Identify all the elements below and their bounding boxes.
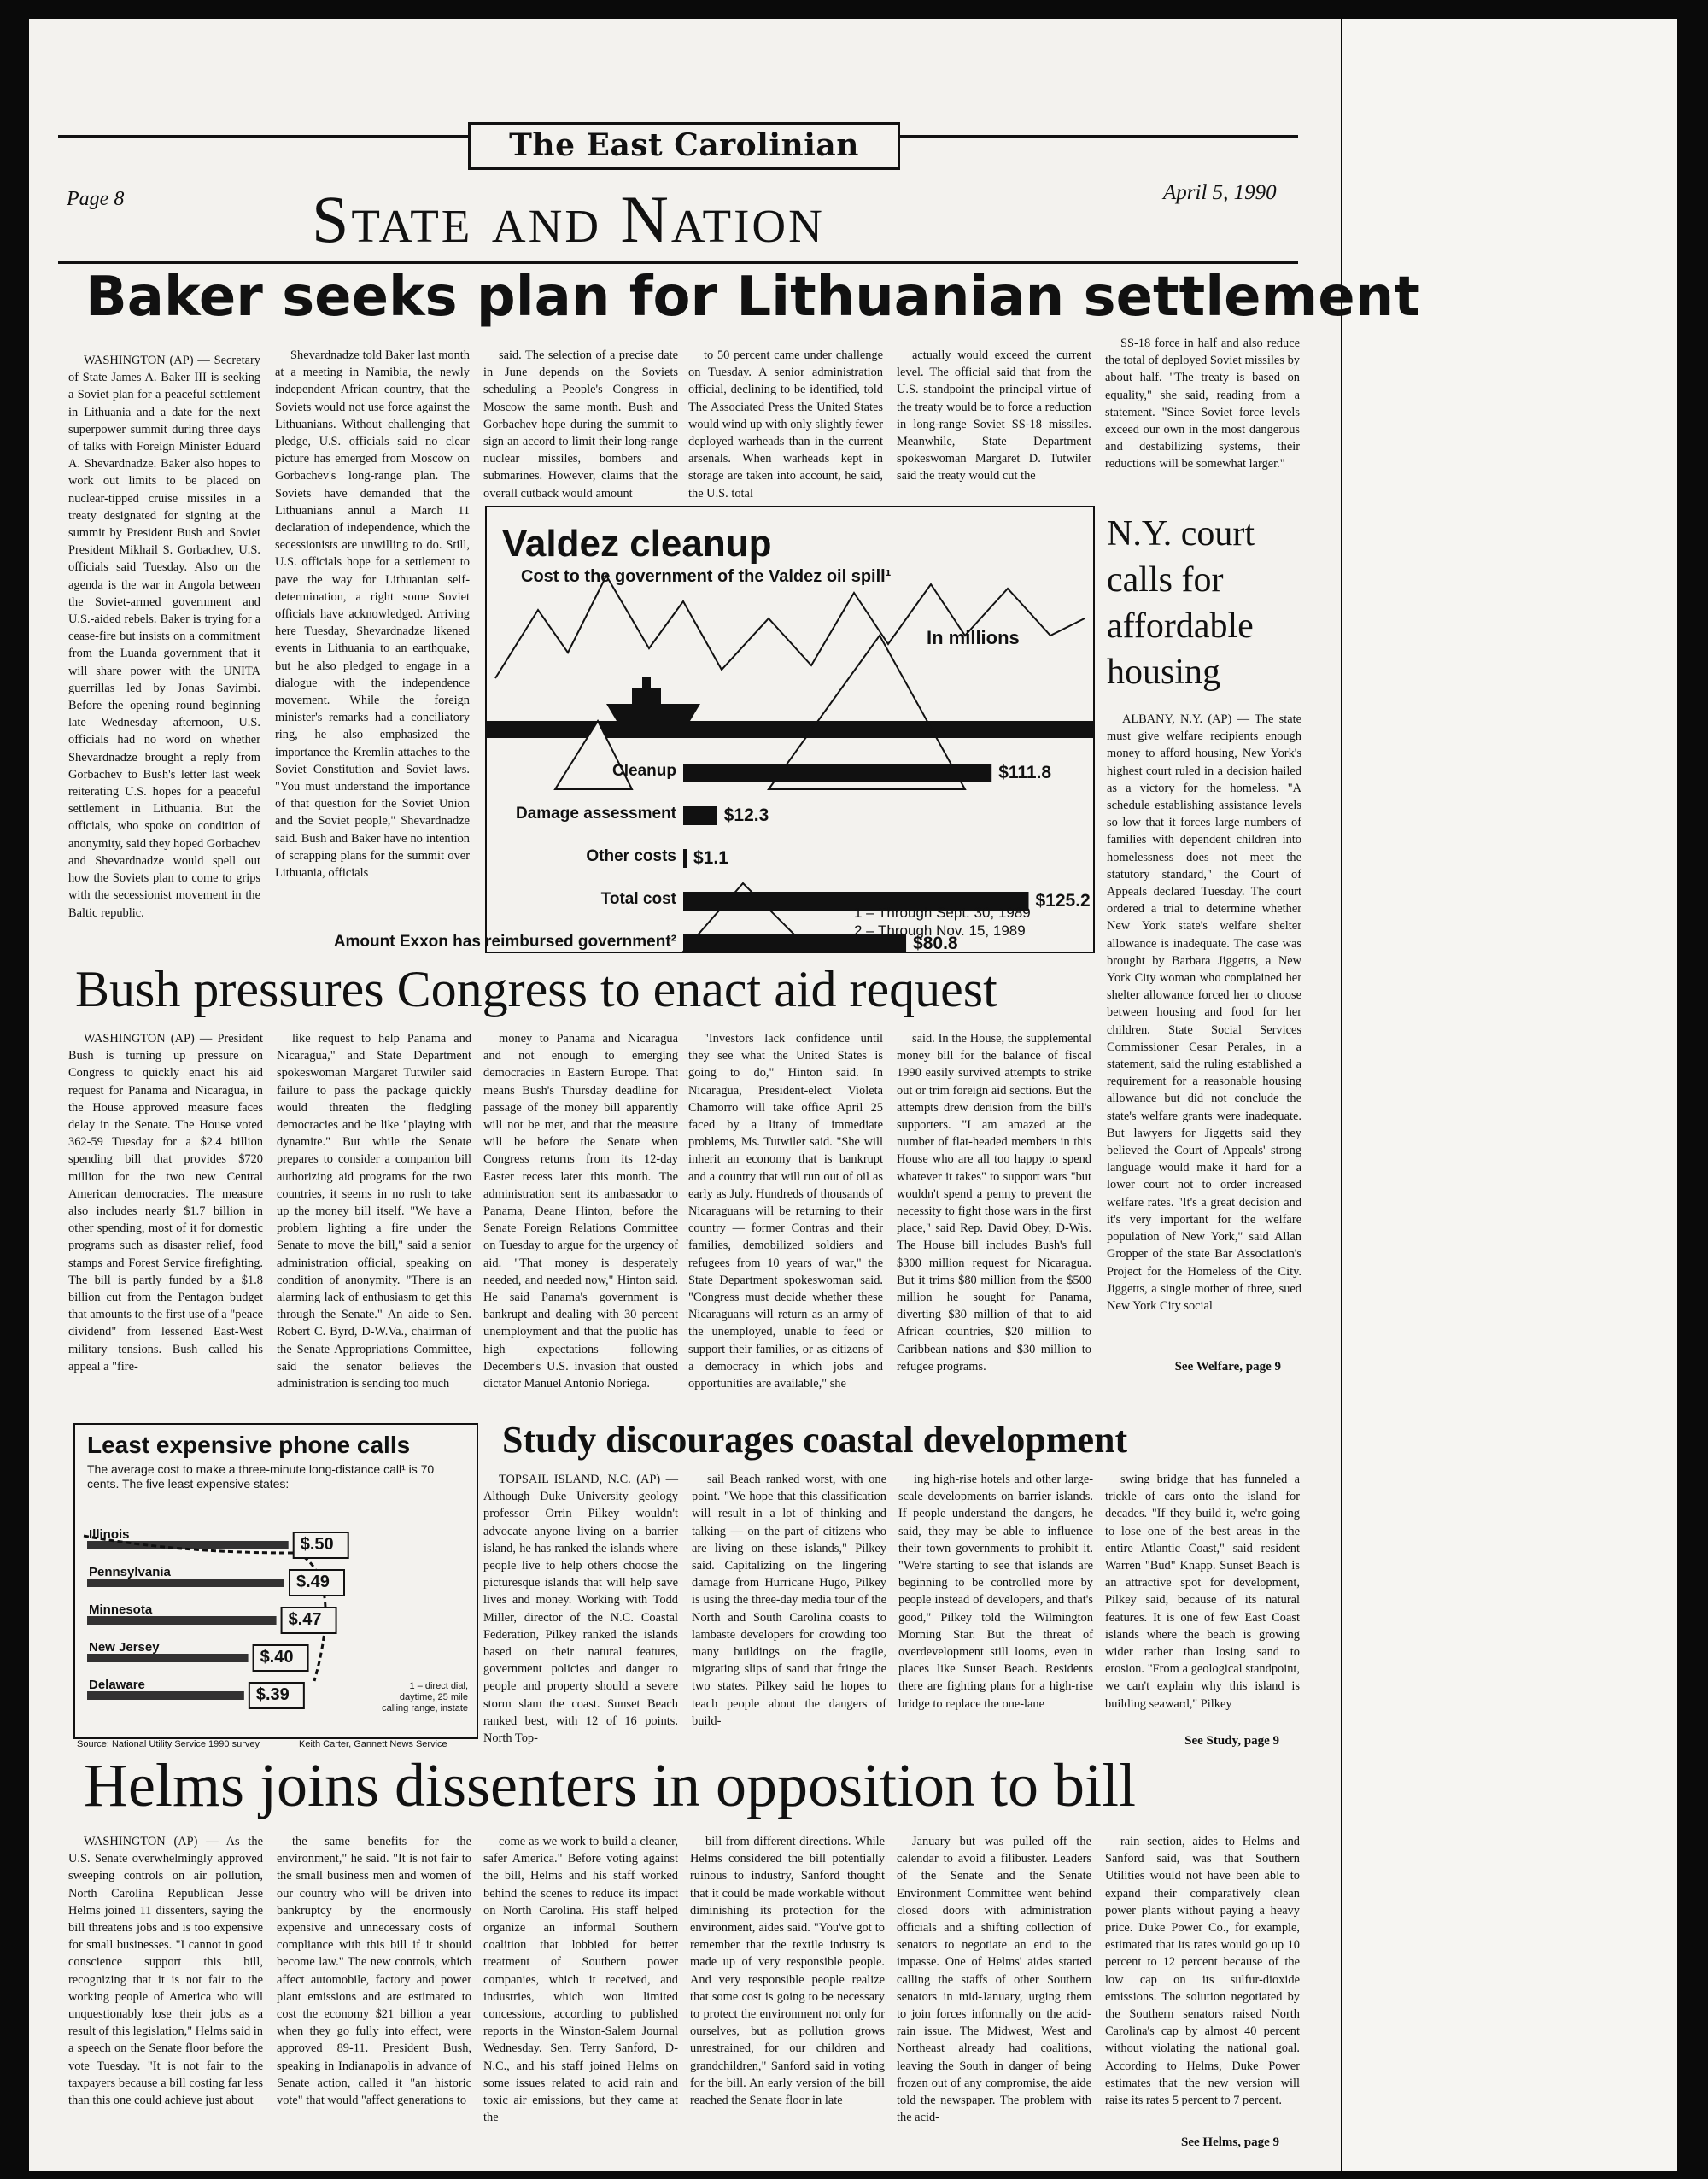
story-text: bill from different directions. While Helms considered the bill potentially ruinous to industry, Sanford thought that it could be made workable without diminishing its protection for the environment, aides said. "You've got to remember that the textile industry is made up of very responsible people. And very responsible people realize that some cost is going to be necessary to protect the environment not only for ourselves, but as pollution grows unrestrained, for our children and grandchildren," Sanford said in voting for the bill. An early version of the bill reached the Senate floor in late xyxy=(690,1835,885,2108)
valdez-category-label: Total cost xyxy=(600,890,676,908)
coastal-column-2 xyxy=(692,1471,886,1753)
valdez-footnote-2: 2 – Through Nov. 15, 1989 xyxy=(854,923,1026,939)
baker-column-5 xyxy=(897,347,1091,502)
valdez-value-label: $1.1 xyxy=(693,848,728,868)
phone-credit: Keith Carter, Gannett News Service xyxy=(299,1739,447,1749)
valdez-value-label: $12.3 xyxy=(723,805,769,825)
next-page-edge xyxy=(1342,19,1677,2171)
story-text: TOPSAIL ISLAND, N.C. (AP) — Although Duke University geology professor Orrin Pilkey wouldn't advocate anyone living on a barrier island, he has ranked the islands where people live to help others choose the picturesque islands that will help save lives and money. Working with Todd Miller, director of the N.C. Coastal Federation, Pilkey ranked the islands based on their natural features, government policies and danger to people and property should a severe storm slam the coast. Sunset Beach ranked best, with 12 of 16 points. North Top- xyxy=(483,1473,678,1746)
bush-headline: Bush pressures Congress to enact aid request xyxy=(75,961,997,1017)
story-text: actually would exceed the current level. The official said that from the U.S. standpoint the principal virtue of the treaty would be to force a reduction in long-range Soviet SS-18 missiles. Meanwhile, State Department spokeswoman Margaret D. Tutwiler said the treaty would cut the xyxy=(897,349,1091,483)
phone-note: 1 – direct dial, daytime, 25 mile calling range, instate xyxy=(382,1681,468,1713)
baker-column-4 xyxy=(688,347,883,502)
story-text: come as we work to build a cleaner, safer America." Before voting against the bill, Helms and his staff worked behind the scenes to reduce its impact on North Carolina. His staff helped organize an informal Southern coalition that lobbied for better treatment of Southern power companies, which it received, and industries, which won limited concessions, according to published reports in the Winston-Salem Journal Wednesday. Sen. Terry Sanford, D-N.C., and his staff joined Helms on some issues related to acid rain and toxic air emissions, but they came at the xyxy=(483,1835,678,2125)
valdez-bar xyxy=(683,764,991,782)
phone-state-label: Illinois xyxy=(89,1527,130,1542)
story-text: swing bridge that has funneled a trickle of cars onto the island for decades. "If they build it, we're going to lose one of the best areas in the entire Atlantic Coast," said resident Warren "Bud" Knapp. Sunset Beach is an attractive spot for development, Pilkey said, because of its natural features. It is one of few East Coast islands where the beach is growing wider rather than losing sand to erosion. "From a geological standpoint, we can't explain why this island is building seaward," Pilkey xyxy=(1105,1473,1300,1711)
valdez-category-label: Damage assessment xyxy=(516,805,676,823)
section-rule xyxy=(58,261,1298,264)
valdez-bar xyxy=(683,806,717,825)
phone-bar xyxy=(87,1654,249,1662)
phone-price-label: $.40 xyxy=(260,1648,294,1666)
valdez-graphic xyxy=(333,506,1095,953)
court-jump-line: See Welfare, page 9 xyxy=(1174,1360,1281,1374)
story-text: the same benefits for the environment," he said. "It is not fair to the small business men and women of our country who will be driven into bankruptcy by the enormously expensive and unnecessary costs of compliance with this bill if it should become law." The new controls, which affect automobile, factory and power plant emissions and are estimated to cost the economy $21 billion a year when they go fully into effect, were approved 89-11. President Bush, speaking in Indianapolis in advance of Senate action, called it "an historic vote" that would "affect generations to xyxy=(277,1835,471,2108)
phone-state-label: Minnesota xyxy=(89,1602,153,1617)
valdez-value-label: $125.2 xyxy=(1035,891,1091,911)
valdez-unit: In millions xyxy=(927,627,1020,648)
valdez-category-label: Amount Exxon has reimbursed government² xyxy=(333,933,676,951)
phone-state-label: Delaware xyxy=(89,1678,145,1692)
phone-bar xyxy=(87,1691,244,1700)
bush-column-3 xyxy=(483,1030,678,1421)
story-text: like request to help Panama and Nicaragua," and State Department spokeswoman Margaret Tutwiler said failure to pass the package quickly would threaten the fledgling democracies and be like "playing with dynamite." But while the Senate prepares to consider a companion bill authorizing aid programs for the two countries, it seems in no rush to take up the money bill itself. "We have a problem lighting a fire under the Senate to move the bill," said a senior administration official, speaking on condition of anonymity. "There is an alarming lack of enthusiasm to get this through the Senate." An aide to Sen. Robert C. Byrd, D-W.Va., chairman of the Senate Appropriations Committee, said the senator believes the administration is sending too much xyxy=(277,1032,471,1391)
coastal-headline: Study discourages coastal development xyxy=(502,1419,1128,1461)
story-text: SS-18 force in half and also reduce the total of deployed Soviet missiles by about half. "The treaty is based on equality," she said, reading from a statement. "Since Soviet force levels exceed our own in the most dangerous and destabilizing systems, their reductions will be somewhat larger." xyxy=(1105,337,1300,472)
story-text: ing high-rise hotels and other large-scale developments on barrier islands. If people understand the dangers, he said, they may be able to influence their town governments to prohibit it. "We're starting to see that islands are beginning to be controlled more by people instead of developers, and that's good," Pilkey told the Wilmington Morning Star. But the threat of overdevelopment still looms, even in places like Sunset Beach. Residents there are fighting plans for a high-rise bridge to replace the one-lane xyxy=(898,1473,1093,1711)
story-text: WASHINGTON (AP) — Secretary of State James A. Baker III is seeking a Soviet plan for a peaceful settlement in Lithuania and a date for the next superpower summit during three days of talks with Foreign Minister Eduard A. Shevardnadze. Baker also hopes to work out limits to be placed on nuclear-tipped cruise missiles in a treaty designated for signing at the summit by President Bush and Soviet President Mikhail S. Gorbachev, U.S. officials said Tuesday. Also on the agenda is the war in Angola between the Soviet-armed government and U.S.-aided rebels. Baker is trying for a cease-fire but insists on a commitment from the Luanda government that it will share power with the UNITA guerrillas led by Jonas Savimbi. Before the opening round beginning late Wednesday afternoon, U.S. officials had no word on whether Shevardnadze brought a reply from Gorbachev to Bush's letter last week reiterating U.S. hopes for a peaceful settlement in Lithuania. But the officials, who spoke on condition of anonymity, said they hoped Gorbachev and Shevardnadze would spell out how the Soviets plan to come to grips with the secessionist movement in the Baltic republic. xyxy=(68,354,260,920)
issue-date: April 5, 1990 xyxy=(1163,181,1277,204)
court-headline: N.Y. court calls for affordable housing xyxy=(1107,514,1255,692)
story-text: said. In the House, the supplemental money bill for the balance of fiscal 1990 easily survived attempts to strike out or trim foreign aid sections. But the attempts drew derision from the bill's supporters. "I am amazed at the number of flat-headed members in this House who are all too happy to spend whatever it takes" to support wars "but wouldn't spend a penny to prevent the necessity to fight those wars in the first place," said Rep. David Obey, D-Wis. The House bill includes Bush's full $300 million request for Nicaragua. But it trims $80 million from the $500 million he sought for Panama, diverting $30 million of that to aid African countries, $20 million to Caribbean nations and $30 million to refugee programs. xyxy=(897,1032,1091,1374)
masthead-flag: The East Carolinian xyxy=(468,122,900,170)
baker-column-6 xyxy=(1105,335,1300,499)
phone-intro: The average cost to make a three-minute long-distance call¹ is 70 cents. The five least expensive states: xyxy=(87,1462,435,1491)
phone-bar xyxy=(87,1616,277,1625)
phone-state-label: Pennsylvania xyxy=(89,1565,171,1579)
story-text: said. The selection of a precise date in June depends on the Soviets scheduling a People's Congress in Moscow the same month. Bush and Gorbachev hope during the summit to sign an accord to limit their long-range nuclear missiles, bombers and submarines. However, claims that the overall cutback would amount xyxy=(483,349,678,501)
story-text: Shevardnadze told Baker last month at a meeting in Namibia, the newly independent African country, that the Soviets would not use force against the Lithuanians. Without challenging that pledge, U.S. officials said no clear picture has emerged from Moscow on Gorbachev's long-range plan. The Soviets have demanded that the Lithuanians annul a March 11 declaration of independence, which the secessionists are unwilling to do. Still, U.S. officials hope for a settlement to pave the way for Lithuanian self-determination, a right some Soviet officials have acknowledged. Arriving here Tuesday, Shevardnadze likened events in Lithuania to an earthquake, but he also pledged to engage in a dialogue with the independence movement. While the foreign minister's remarks had a conciliatory ring, he also emphasized the importance the Kremlin attaches to the Soviet Constitution and Soviet laws. "You must understand the importance of that question for the Soviet Union and the Soviet people," Shevardnadze said. Bush and Baker have no intention of scrapping plans for the summit over Lithuania, officials xyxy=(275,349,470,881)
water-band xyxy=(487,721,1093,738)
helms-column-2 xyxy=(277,1833,471,2154)
story-text: "Investors lack confidence until they see what the United States is going to do," Hinton said. In Nicaragua, President-elect Violeta Chamorro will take office April 25 faced by a litany of immediate problems, Ms. Tutwiler said. "She will inherit an economy that is bankrupt and a country that will run out of oil as early as July. Hundreds of thousands of Nicaraguans will be returning to their country — former Contras and their families, demobilized soldiers and refugees from 10 years of war," the State Department spokeswoman said. "Congress must decide whether these Nicaraguans will return as an army of the unemployed, unable to feed or support their families, or as citizens of a democracy in which jobs and opportunities are available," she xyxy=(688,1032,883,1391)
phone-bar xyxy=(87,1541,289,1549)
helms-column-1 xyxy=(68,1833,263,2154)
valdez-value-label: $80.8 xyxy=(913,934,958,953)
valdez-title: Valdez cleanup xyxy=(502,523,772,565)
story-text: WASHINGTON (AP) — President Bush is turning up pressure on Congress to quickly enact his aid request for Panama and Nicaragua, in the House approved measure faces delay in the Senate. The House voted 362-59 Tuesday for a $2.4 billion spending bill that provides $720 million for the two new Central American democracies. The measure also includes nearly $1.7 billion in other spending, most of it for domestic programs such as disaster relief, food stamps and Forest Service firefighting. The bill is partly funded by a $1.8 billion cut from the Pentagon budget that amounts to the first use of a "peace dividend" from lessened East-West military tensions. Bush called his appeal a "fire- xyxy=(68,1032,263,1374)
helms-column-6 xyxy=(1105,1833,1300,2132)
helms-jump-line: See Helms, page 9 xyxy=(1181,2135,1279,2149)
story-text: ALBANY, N.Y. (AP) — The state must give welfare recipients enough money to afford housing, New York's highest court ruled in a decision hailed as a victory for the homeless. "A schedule establishing assistance levels so low that it forces large numbers of families with dependent children into homelessness does not meet the statutory standard," the Court of Appeals declared Tuesday. The court ordered a trial to determine whether New York state's welfare shelter allowance is inadequate. The case was brought by Barbara Jiggetts, a New York City woman who complained her shelter allowance forced her to choose between housing and food for her children. State Social Services Commissioner Cesar Perales, in a statement, said the ruling established a requirement for a reasonable housing allowance but did not conclude the state's welfare grants were inadequate. But lawyers for Jiggetts said they believed the Court of Appeals' strong language would make it hard for a lower court not to order increased welfare rates. "It's a great decision and it's very important for the welfare population of New York," said Allan Gropper of the state Bar Association's Project for the Homeless of the City. Jiggetts, a single mother of three, sued New York City social xyxy=(1107,712,1301,1313)
phone-title: Least expensive phone calls xyxy=(87,1432,411,1458)
phone-graphic xyxy=(73,1423,478,1739)
baker-column-3 xyxy=(483,347,678,502)
story-text: rain section, aides to Helms and Sanford said, was that Southern Utilities would not have been able to expand their comparatively clean power plants without paying a heavy price. Duke Power Co., for example, estimated that its rates would go up 10 percent to 12 percent because of the low cap on its sulfur-dioxide emissions. The solution negotiated by the Southern senators raised North Carolina's cap by almost 40 percent without violating the national goal. According to Helms, Duke Power estimates that the new version will raise its rates 5 percent to 7 percent. xyxy=(1105,1835,1300,2108)
story-text: January but was pulled off the calendar to avoid a filibuster. Leaders of the Senate and the Senate Environment Committee went behind closed doors with administration officials and a shifting collection of senators to negotiate an end to the impasse. One of Helms' aides started calling the staffs of other Southern senators in mid-January, urging them to join forces informally on the acid-rain issue. The Midwest, West and Northeast already had coalitions, leaving the South in danger of being frozen out of any compromise, the aide told the newspaper. The problem with the acid- xyxy=(897,1835,1091,2125)
court-column xyxy=(1107,711,1301,1356)
bush-column-4 xyxy=(688,1030,883,1421)
baker-column-1 xyxy=(68,352,260,958)
story-text: WASHINGTON (AP) — As the U.S. Senate overwhelmingly approved sweeping controls on air pollution, North Carolina Republican Jesse Helms joined 11 dissenters, saying the bill threatens jobs and is too expensive for small businesses. "I cannot in good conscience support this bill, recognizing that it is not fair to the working people of America who will unquestionably lose their jobs as a result of this legislation," Helms said in a speech on the Senate floor before the vote Tuesday. "It is not fair to the taxpayers because a bill costing far less than this one could achieve just about xyxy=(68,1835,263,2108)
masthead-rule-right xyxy=(898,135,1298,138)
phone-source: Source: National Utility Service 1990 survey xyxy=(77,1739,260,1749)
phone-price-label: $.49 xyxy=(296,1573,330,1591)
valdez-category-label: Cleanup xyxy=(612,762,676,780)
oil-tanker-icon xyxy=(606,677,700,721)
phone-bar xyxy=(87,1579,284,1587)
valdez-footnote-1: 1 – Through Sept. 30, 1989 xyxy=(854,905,1031,921)
bush-column-5 xyxy=(897,1030,1091,1421)
valdez-bar xyxy=(683,849,687,868)
phone-price-label: $.39 xyxy=(255,1685,290,1704)
masthead-rule-left xyxy=(58,135,468,138)
section-title: State and Nation xyxy=(312,182,825,256)
coastal-jump-line: See Study, page 9 xyxy=(1184,1734,1279,1748)
story-text: to 50 percent came under challenge on Tuesday. A senior administration official, declining to be identified, told The Associated Press the United States would wind up with only slightly fewer deployed warheads than in the current arsenals. When warheads kept in storage are taken into account, he said, the U.S. total xyxy=(688,349,883,501)
baker-headline: Baker seeks plan for Lithuanian settlement xyxy=(85,266,1420,329)
coastal-column-4 xyxy=(1105,1471,1300,1732)
page-number: Page 8 xyxy=(67,188,125,210)
phone-price-label: $.50 xyxy=(300,1535,334,1554)
coastal-column-3 xyxy=(898,1471,1093,1753)
helms-column-3 xyxy=(483,1833,678,2154)
coastal-column-1 xyxy=(483,1471,678,1753)
valdez-category-label: Other costs xyxy=(586,847,676,865)
baker-column-2 xyxy=(275,347,470,958)
valdez-value-label: $111.8 xyxy=(998,763,1052,782)
valdez-subtitle: Cost to the government of the Valdez oil spill¹ xyxy=(521,567,892,586)
bush-column-1 xyxy=(68,1030,263,1421)
phone-state-label: New Jersey xyxy=(89,1640,160,1655)
helms-column-4 xyxy=(690,1833,885,2154)
helms-column-5 xyxy=(897,1833,1091,2154)
phone-price-label: $.47 xyxy=(288,1610,322,1629)
bush-column-2 xyxy=(277,1030,471,1421)
helms-headline: Helms joins dissenters in opposition to bill xyxy=(84,1751,1137,1819)
story-text: sail Beach ranked worst, with one point. "We hope that this classification will result in a lot of thinking and talking — on the part of citizens who are living on these islands," Pilkey said. Capitalizing on the lingering damage from Hurricane Hugo, Pilkey is using the three-day media tour of the North and South Carolina coasts to lambaste developers for crowding too many buildings on the fragile, migrating slips of sand that fringe the two states. Pilkey said he hopes to teach people about the dangers of build- xyxy=(692,1473,886,1728)
story-text: money to Panama and Nicaragua and not enough to emerging democracies in Eastern Europe. That means Bush's Thursday deadline for passage of the money bill apparently will not be met, and that the measure will be before the Senate when Congress returns from its 12-day Easter recess later this month. The administration sent its ambassador to Panama, Deane Hinton, before the Senate Foreign Relations Committee on Tuesday to argue for the urgency of aid. "That money is desperately needed, and needed now," Hinton said. He said Panama's government is bankrupt and dealing with 30 percent unemployment and that the public has high expectations following December's U.S. invasion that ousted dictator Manuel Antonio Noriega. xyxy=(483,1032,678,1391)
